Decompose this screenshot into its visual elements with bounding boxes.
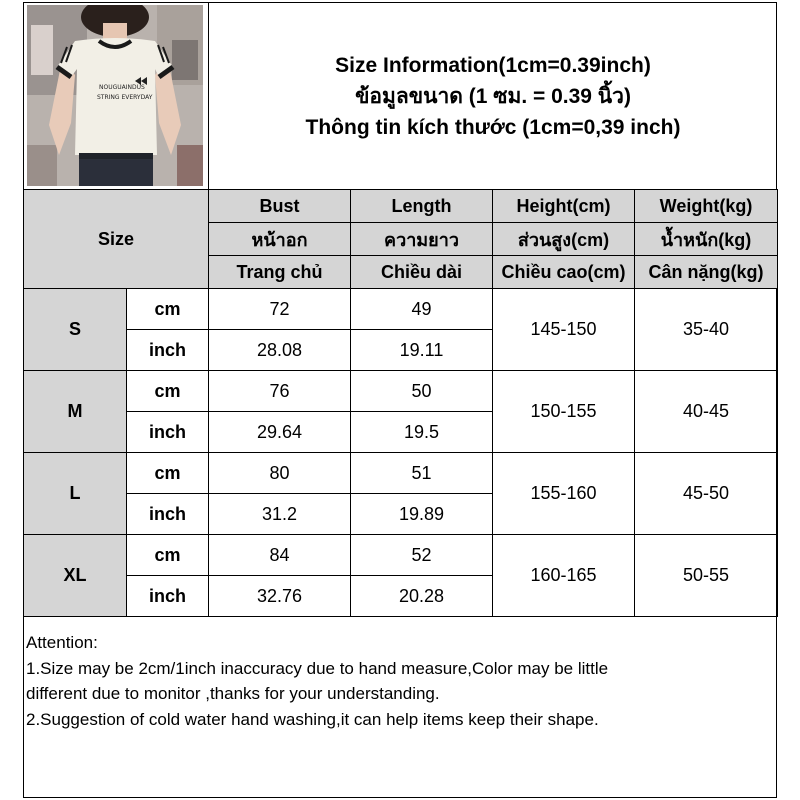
notes-line-2: 2.Suggestion of cold water hand washing,it can help items keep their shape. [26, 709, 599, 729]
height-value: 160-165 [493, 535, 635, 617]
header-height-en: Height(cm) [493, 190, 635, 223]
length-cm-value: 49 [351, 289, 493, 330]
header-line-english: Size Information(1cm=0.39inch) [335, 53, 651, 77]
notes-line-1a: 1.Size may be 2cm/1inch inaccuracy due to hand measure,Color may be little [26, 658, 609, 678]
height-value: 145-150 [493, 289, 635, 371]
header-line-thai: ข้อมูลขนาด (1 ซม. = 0.39 นิ้ว) [355, 84, 631, 108]
size-table [23, 189, 778, 617]
weight-value: 45-50 [635, 453, 778, 535]
bust-inch-value: 32.76 [209, 576, 351, 617]
header-weight-vi: Cân nặng(kg) [635, 256, 778, 289]
unit-cm-label: cm [127, 371, 209, 412]
table-row [24, 371, 778, 412]
length-inch-value: 19.5 [351, 412, 493, 453]
height-value: 150-155 [493, 371, 635, 453]
header-length-en: Length [351, 190, 493, 223]
weight-value: 50-55 [635, 535, 778, 617]
unit-inch-label: inch [127, 330, 209, 371]
header-length-th: ความยาว [351, 223, 493, 256]
header-length-vi: Chiều dài [351, 256, 493, 289]
length-inch-value: 19.11 [351, 330, 493, 371]
bust-inch-value: 31.2 [209, 494, 351, 535]
length-inch-value: 19.89 [351, 494, 493, 535]
header-bust-en: Bust [209, 190, 351, 223]
attention-notes [26, 630, 774, 732]
unit-inch-label: inch [127, 412, 209, 453]
size-information-header [208, 2, 777, 190]
header-weight-en: Weight(kg) [635, 190, 778, 223]
notes-title: Attention: [26, 633, 98, 652]
bust-cm-value: 80 [209, 453, 351, 494]
length-cm-value: 52 [351, 535, 493, 576]
product-photo [27, 5, 203, 186]
header-weight-th: น้ำหนัก(kg) [635, 223, 778, 256]
svg-text:STRING EVERYDAY: STRING EVERYDAY [97, 94, 153, 101]
bust-inch-value: 29.64 [209, 412, 351, 453]
unit-cm-label: cm [127, 453, 209, 494]
size-label: XL [24, 535, 127, 617]
header-bust-th: หน้าอก [209, 223, 351, 256]
unit-cm-label: cm [127, 289, 209, 330]
bust-cm-value: 84 [209, 535, 351, 576]
unit-cm-label: cm [127, 535, 209, 576]
svg-text:NOUGUAINDUS: NOUGUAINDUS [99, 84, 145, 91]
table-row [24, 453, 778, 494]
bust-inch-value: 28.08 [209, 330, 351, 371]
weight-value: 40-45 [635, 371, 778, 453]
length-cm-value: 50 [351, 371, 493, 412]
header-height-vi: Chiều cao(cm) [493, 256, 635, 289]
bust-cm-value: 76 [209, 371, 351, 412]
unit-inch-label: inch [127, 494, 209, 535]
bust-cm-value: 72 [209, 289, 351, 330]
table-row [24, 289, 778, 330]
length-cm-value: 51 [351, 453, 493, 494]
length-inch-value: 20.28 [351, 576, 493, 617]
size-column-title: Size [24, 190, 209, 289]
weight-value: 35-40 [635, 289, 778, 371]
notes-line-1b: different due to monitor ,thanks for your understanding. [26, 684, 440, 703]
header-bust-vi: Trang chủ [209, 256, 351, 289]
header-line-vietnamese: Thông tin kích thước (1cm=0,39 inch) [305, 115, 681, 139]
size-label: S [24, 289, 127, 371]
height-value: 155-160 [493, 453, 635, 535]
unit-inch-label: inch [127, 576, 209, 617]
table-row [24, 535, 778, 576]
size-label: L [24, 453, 127, 535]
header-height-th: ส่วนสูง(cm) [493, 223, 635, 256]
size-label: M [24, 371, 127, 453]
